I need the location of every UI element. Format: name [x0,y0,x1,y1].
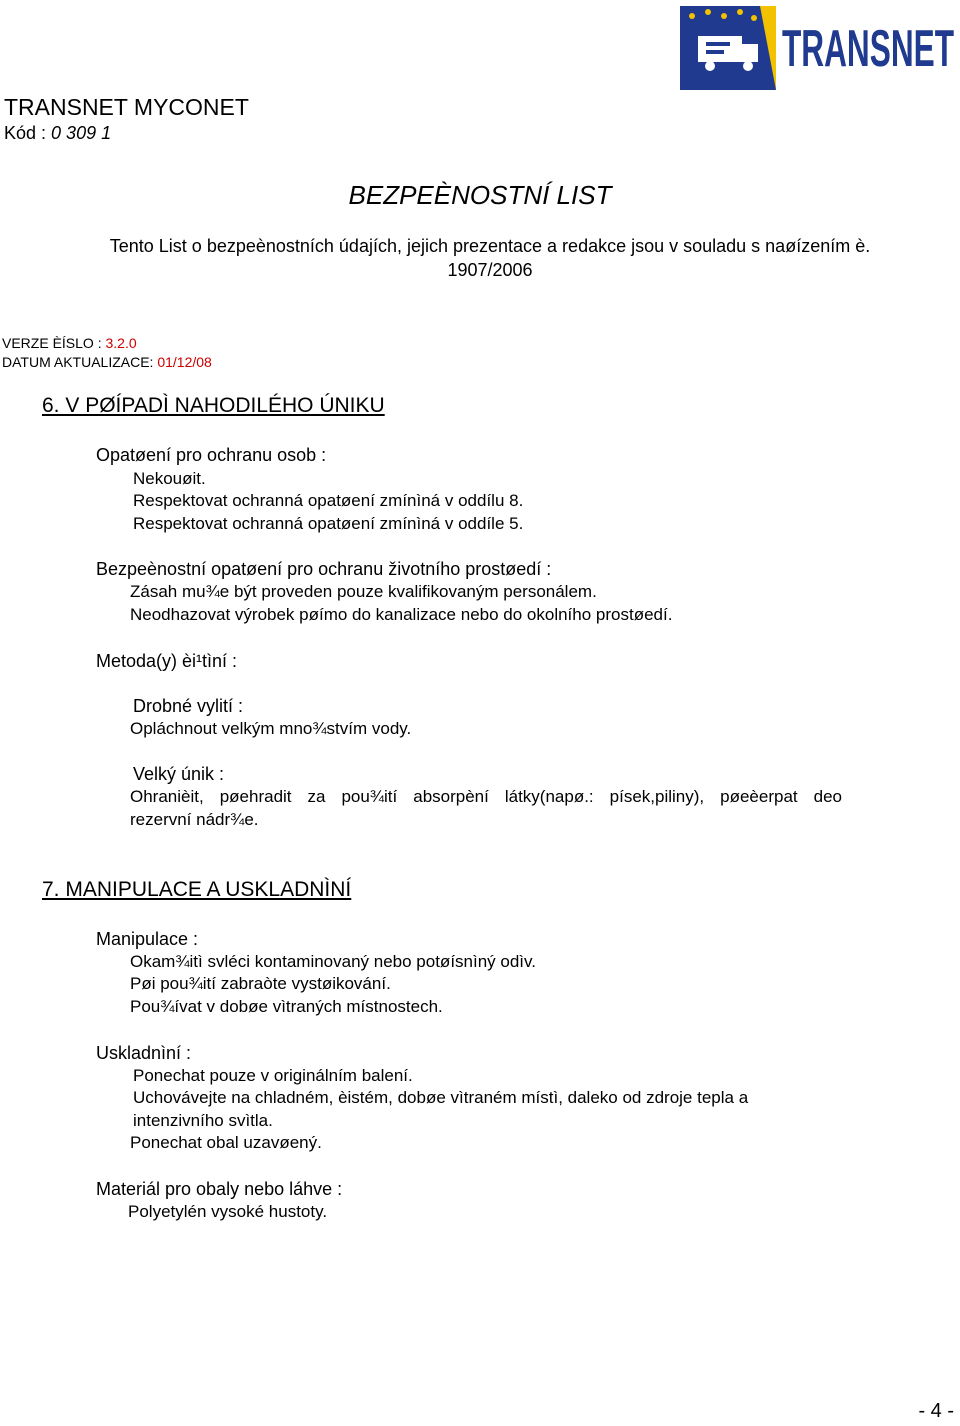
packaging-label: Materiál pro obaly nebo láhve : [96,1179,343,1199]
list-item: intenzivního svìtla. [133,1111,273,1130]
product-code [4,123,111,144]
small-spill-text: Opláchnout velkým mno¾stvím vody. [130,719,412,738]
environment-label: Bezpeènostní opatøení pro ochranu životního prostøedí : [96,559,552,579]
large-spill-line-1: Ohranièit, pøehradit za pou¾ití absorpèní látky(napø.: písek,piliny), pøeèerpat deo [130,787,842,806]
list-item: Respektovat ochranná opatøení zmínìná v oddílu 8. [133,491,524,510]
svg-text:TRANSNET: TRANSNET [782,20,955,78]
document-title: BEZPEÈNOSTNÍ LIST [348,180,612,210]
intro-text [0,234,960,282]
list-item: Ponechat pouze v originálním balení. [133,1066,413,1085]
cleanup-methods-label: Metoda(y) èi¹tìní : [96,651,238,671]
storage-label: Uskladnìní : [96,1043,192,1063]
section-7-heading: 7. MANIPULACE A USKLADNÌNÍ [42,878,352,901]
intro-line-2: 1907/2006 [447,260,533,280]
list-item: Okam¾itì svléci kontaminovaný nebo potøísnìný odìv. [130,952,536,971]
version-line [2,335,137,351]
list-item: Neodhazovat výrobek pøímo do kanalizace nebo do okolního prostøedí. [130,605,673,624]
transnet-logo [680,6,956,90]
version-value: 3.2.0 [105,335,137,351]
version-label: VERZE ÈÍSLO : [2,335,102,351]
intro-line-1: Tento List o bezpeènostních údajích, jejich prezentace a redakce jsou v souladu s naøízením è. [109,236,871,256]
personal-protection-label: Opatøení pro ochranu osob : [96,445,327,465]
truck-logo-icon [680,6,956,90]
large-spill-label: Velký únik : [133,764,225,784]
company-name: TRANSNET MYCONET [4,94,249,120]
date-line [2,354,212,367]
code-value: 0 309 1 [51,123,112,143]
large-spill-line-2: rezervní nádr¾e. [130,810,259,829]
list-item: Pou¾ívat v dobøe vìtraných místnostech. [130,997,443,1016]
list-item: Uchovávejte na chladném, èistém, dobøe vìtraném místì, daleko od zdroje tepla a [133,1088,749,1107]
list-item: Zásah mu¾e být proveden pouze kvalifikovaným personálem. [130,582,597,601]
list-item: Nekouøit. [133,469,206,488]
list-item: Respektovat ochranná opatøení zmínìná v oddíle 5. [133,514,524,533]
list-item: Ponechat obal uzavøený. [130,1133,322,1152]
list-item: Polyetylén vysoké hustoty. [128,1202,328,1221]
date-value: 01/12/08 [157,354,212,367]
small-spill-label: Drobné vylití : [133,696,244,716]
list-item: Pøi pou¾ití zabraòte vystøikování. [130,974,391,993]
date-line-clip [0,352,960,367]
date-label: DATUM AKTUALIZACE: [2,354,154,367]
section-6-heading: 6. V PØÍPADÌ NAHODILÉHO ÚNIKU [42,394,385,417]
code-label: Kód : [4,123,47,143]
page-number: - 4 - [918,1400,954,1422]
handling-label: Manipulace : [96,929,199,949]
